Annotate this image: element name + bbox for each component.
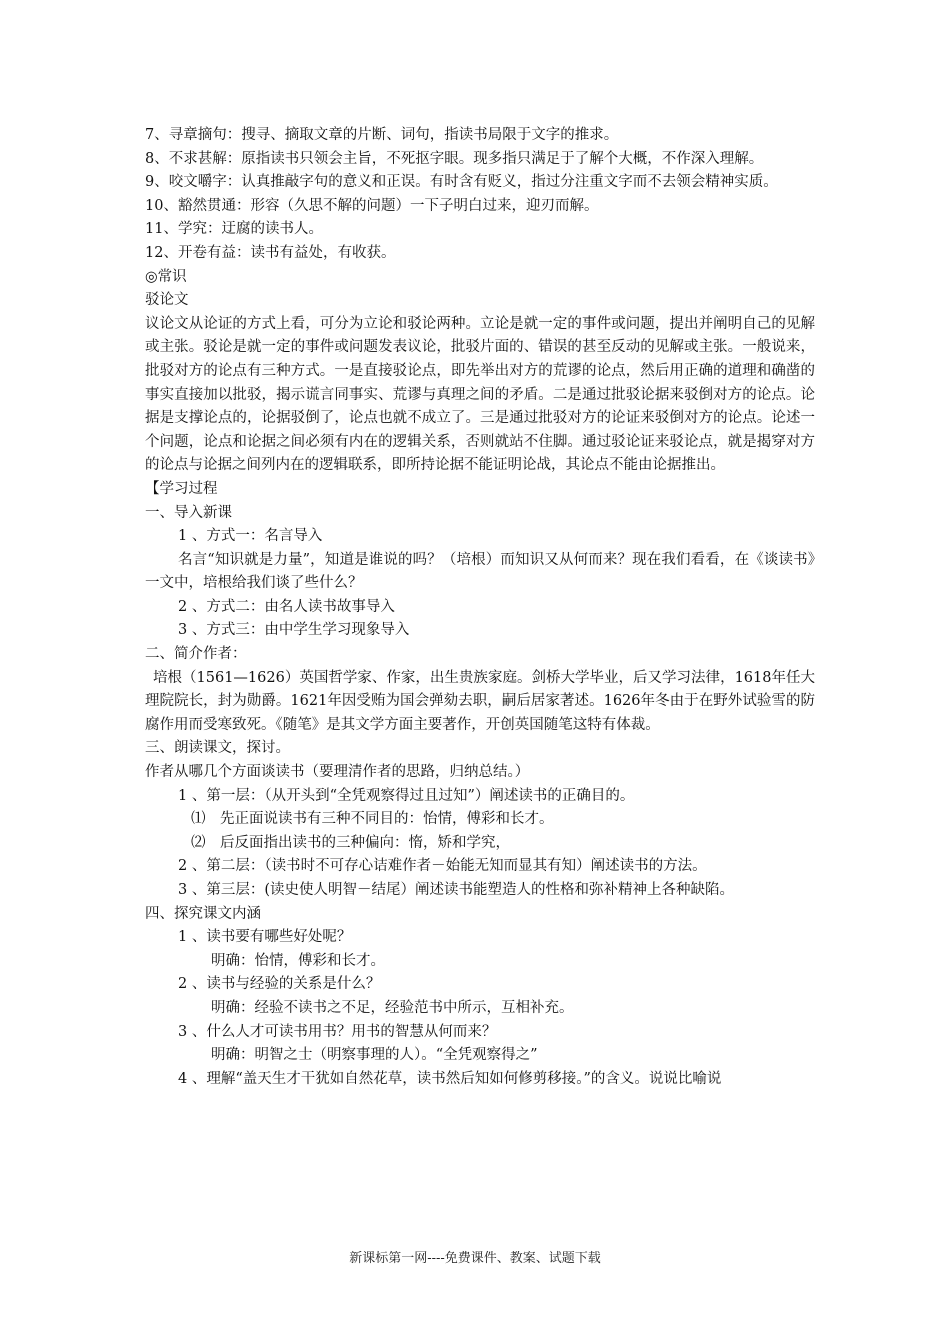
- common-knowledge-heading: ◎常识: [145, 268, 187, 285]
- section-3-layer-1: 1 、第一层：（从开头到“全凭观察得过且过知”）阐述读书的正确目的。: [178, 787, 635, 804]
- document-body: [145, 124, 815, 1091]
- section-4-answer-1: 明确：怡情，傅彩和长才。: [211, 952, 385, 969]
- section-1-way-3: 3 、方式三：由中学生学习现象导入: [178, 622, 410, 639]
- section-3-layer-2: 2 、第二层：（读书时不可存心诘难作者－始能无知而显其有知）阐述读书的方法。: [178, 858, 707, 875]
- idiom-7: 7、寻章摘句：搜寻、摘取文章的片断、词句，指读书局限于文字的推求。: [145, 127, 619, 143]
- section-4-question-1: 1 、读书要有哪些好处呢？: [178, 929, 352, 946]
- idiom-10: 10、豁然贯通：形容（久思不解的问题）一下子明白过来，迎刃而解。: [145, 197, 599, 214]
- section-3-question: 作者从哪几个方面谈读书（要理清作者的思路，归纳总结。）: [145, 764, 530, 781]
- section-1-way-1: 1 、方式一：名言导入: [178, 528, 323, 545]
- common-knowledge-title: 驳论文: [145, 292, 189, 309]
- section-3-title: 三、朗读课文，探讨。: [145, 740, 290, 757]
- section-1-way-2: 2 、方式二：由名人读书故事导入: [178, 598, 395, 615]
- section-1-title: 一、导入新课: [145, 504, 232, 521]
- section-2-text: 培根（1561—1626）英国哲学家、作家，出生贵族家庭。剑桥大学毕业，后又学习法律，1618年任大理院院长，封为勋爵。1621年因受贿为国会弹劾去职，嗣后居家著述。1626年冬由于在野外试验雪的防腐作用而受寒致死。《随笔》是其文学方面主要著作，开创英国随笔这特有体裁。: [145, 669, 815, 733]
- idiom-9: 9、咬文嚼字：认真推敲字句的意义和正误。有时含有贬义，指过分注重文字而不去领会精神实质。: [145, 174, 778, 191]
- learning-process-heading: 【学习过程: [145, 480, 218, 497]
- section-3-layer-3: 3 、第三层：(读史使人明智－结尾）阐述读书能塑造人的性格和弥补精神上各种缺陷。: [178, 882, 734, 898]
- section-3-layer-1a: ⑴ 先正面说读书有三种不同目的：怡情，傅彩和长才。: [191, 811, 554, 828]
- section-4-answer-2: 明确：经验不读书之不足，经验范书中所示，互相补充。: [211, 999, 574, 1016]
- section-3-layer-1b: ⑵ 后反面指出读书的三种偏向：惰，矫和学究，: [191, 834, 510, 851]
- section-4-answer-3: 明确：明智之士（明察事理的人）。“全凭观察得之”: [211, 1047, 538, 1064]
- section-1-way-1-text: 名言“知识就是力量”，知道是谁说的吗？（培根）而知识又从何而来？现在我们看看，在《谈读书》一文中，培根给我们谈了些什么？: [145, 551, 815, 592]
- section-4-question-4: 4 、理解“盖天生才干犹如自然花草，读书然后知如何修剪移接。”的含义。说说比喻说: [178, 1070, 722, 1087]
- section-4-question-3: 3 、什么人才可读书用书？用书的智慧从何而来？: [178, 1023, 497, 1040]
- idiom-8: 8、不求甚解：原指读书只领会主旨，不死抠字眼。现多指只满足于了解个大概，不作深入理解。: [145, 150, 764, 167]
- section-4-question-2: 2 、读书与经验的关系是什么？: [178, 976, 381, 993]
- common-knowledge-text: 议论文从论证的方式上看，可分为立论和驳论两种。立论是就一定的事件或问题，提出并阐明自己的见解或主张。驳论是就一定的事件或问题发表议论，批驳片面的、错误的甚至反动的见解或主张。一般说来，批驳对方的论点有三种方式。一是直接驳论点，即先举出对方的荒谬的论点，然后用正确的道理和确凿的事实直接加以批驳，揭示谎言同事实、荒谬与真理之间的矛盾。二是通过批驳论据来驳倒对方的论点。论据是支撑论点的，论据驳倒了，论点也就不成立了。三是通过批驳对方的论证来驳倒对方的论点。论述一个问题，论点和论据之间必须有内在的逻辑关系，否则就站不住脚。通过驳论证来驳论点，就是揭穿对方的论点与论据之间列内在的逻辑联系，即所持论据不能证明论战，其论点不能由论据推出。: [145, 315, 815, 474]
- page-footer: 新课标第一网----免费课件、教案、试题下载: [349, 1251, 601, 1266]
- idiom-11: 11、学究：迂腐的读书人。: [145, 221, 323, 238]
- section-2-title: 二、简介作者：: [145, 646, 247, 663]
- idiom-12: 12、开卷有益：读书有益处，有收获。: [145, 244, 396, 261]
- section-4-title: 四、探究课文内涵: [145, 905, 261, 922]
